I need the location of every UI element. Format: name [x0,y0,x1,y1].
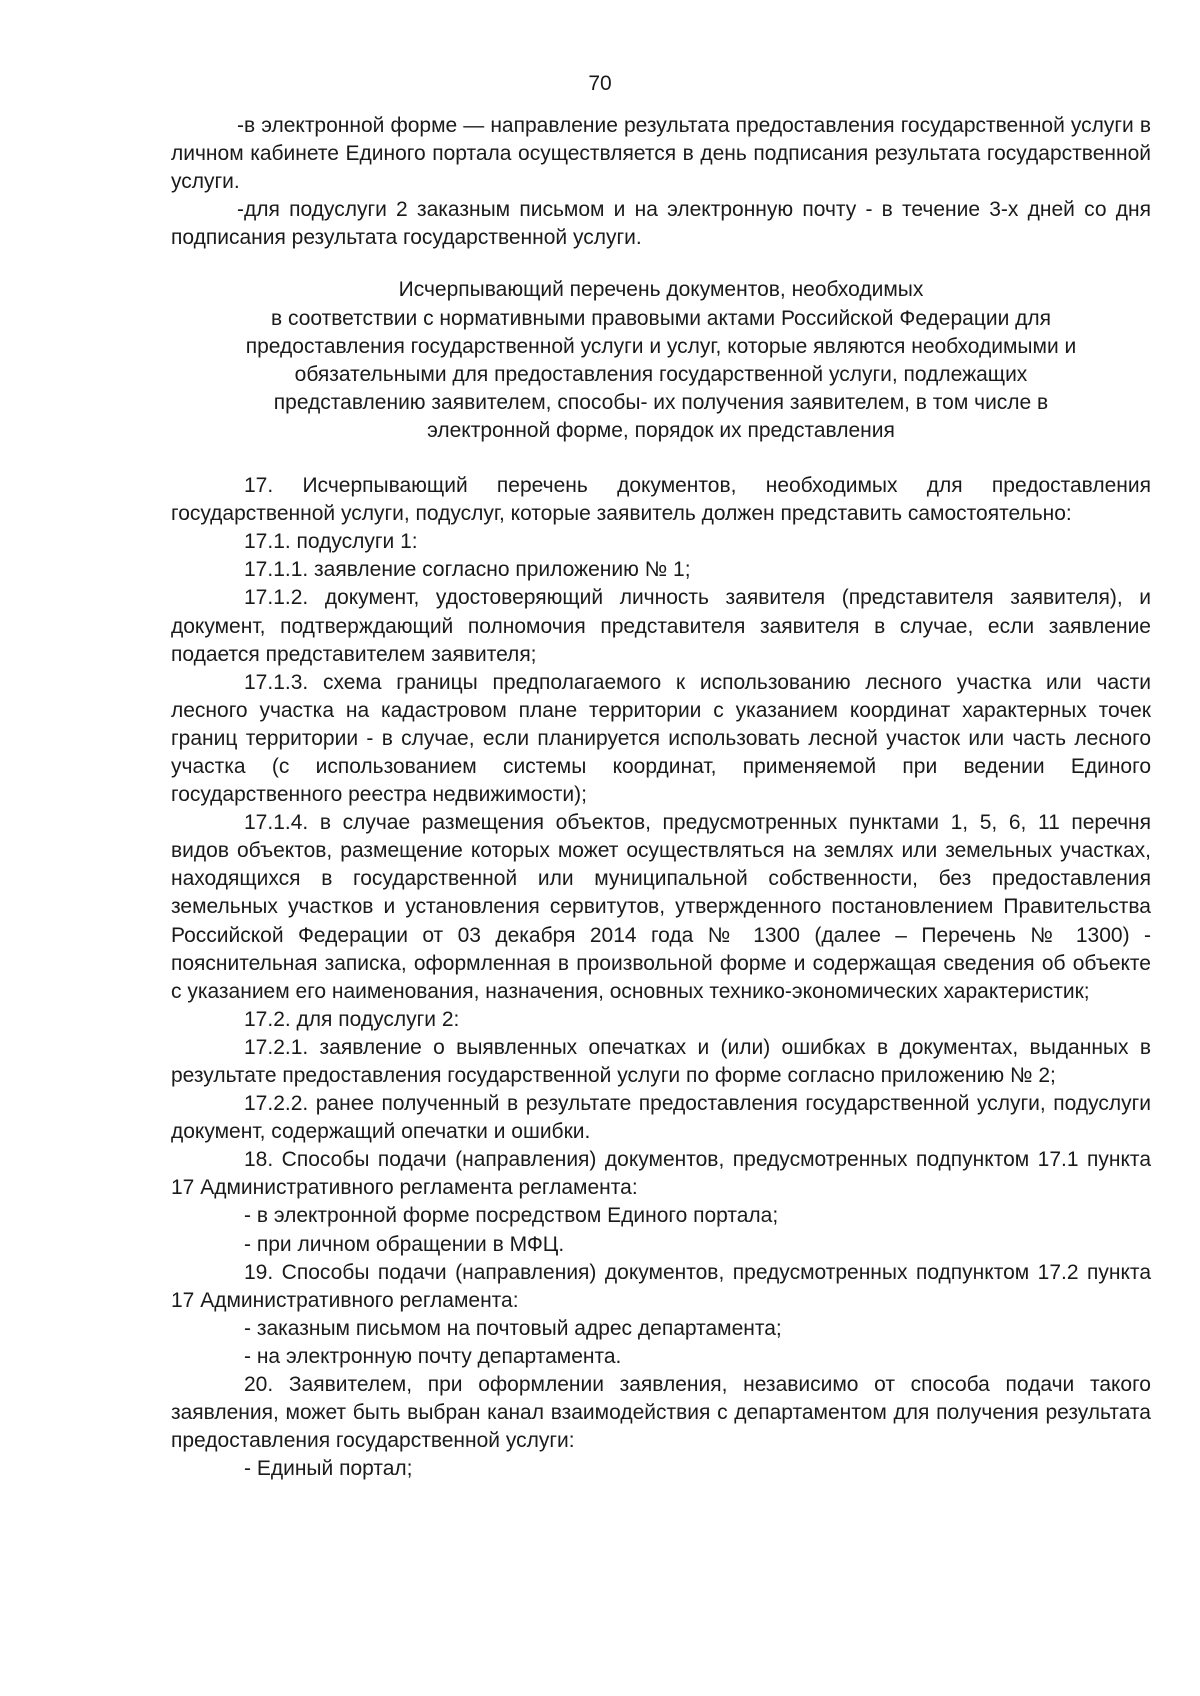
list-item: - при личном обращении в МФЦ. [244,1232,565,1256]
page-number: 70 [588,72,612,95]
clause-19: 19. Способы подачи (направления) документов, предусмотренных подпунктом 17.2 пункта 17 Административного регламента: [171,1260,1151,1312]
list-item: - заказным письмом на почтовый адрес департамента; [244,1316,782,1340]
section-heading-line: предоставления государственной услуги и услуг, которые являются необходимыми и [245,334,1077,358]
section-heading-line: обязательными для предоставления государственной услуги, подлежащих [294,362,1028,386]
intro-paragraph: -в электронной форме — направление результата предоставления государственной услуги в личном кабинете Единого портала осуществляется в день подписания результата государственной услуги. [171,114,1151,194]
section-heading-line: Исчерпывающий перечень документов, необходимых [398,278,924,302]
clause-17: 17. Исчерпывающий перечень документов, необходимых для предоставления государственной услуги, подуслуг, которые заявитель должен представить самостоятельно: [171,474,1151,526]
clause-17-1-3: 17.1.3. схема границы предполагаемого к использованию лесного участка или части лесного участка на кадастровом плане территории с указанием координат характерных точек границ территории - в случае, если планируется использовать лесной участок или часть лесного участка (с использованием системы координат, применяемой при ведении Единого государственного реестра недвижимости); [171,670,1151,807]
section-heading-line: представлению заявителем, способы- их получения заявителем, в том числе в [273,390,1049,414]
clause-17-1-1: 17.1.1. заявление согласно приложению № 1; [244,558,691,582]
clause-17-2-1: 17.2.1. заявление о выявленных опечатках и (или) ошибках в документах, выданных в результате предоставления государственной услуги по форме согласно приложению № 2; [171,1035,1151,1087]
list-item: - на электронную почту департамента. [244,1344,622,1368]
spacer [171,252,1151,276]
section-heading-line: в соответствии с нормативными правовыми актами Российской Федерации для [270,306,1052,330]
list-item: - Единый портал; [244,1457,413,1481]
section-heading [171,276,1151,445]
section-heading-line: электронной форме, порядок их представления [427,418,895,442]
clause-17-2: 17.2. для подуслуги 2: [244,1007,460,1031]
clause-18: 18. Способы подачи (направления) документов, предусмотренных подпунктом 17.1 пункта 17 Административного регламента регламента: [171,1148,1151,1200]
clause-17-1-2: 17.1.2. документ, удостоверяющий личность заявителя (представителя заявителя), и документ, подтверждающий полномочия представителя заявителя в случае, если заявление подается представителем заявителя; [171,586,1151,666]
clause-17-1: 17.1. подуслуги 1: [244,530,418,554]
clause-17-2-2: 17.2.2. ранее полученный в результате предоставления государственной услуги, подуслуги документ, содержащий опечатки и ошибки. [171,1092,1151,1144]
spacer [171,445,1151,472]
clause-17-1-4: 17.1.4. в случае размещения объектов, предусмотренных пунктами 1, 5, 6, 11 перечня видов объектов, размещение которых может осуществляться на землях или земельных участках, находящихся в государственной или муниципальной собственности, без предоставления земельных участков и установления сервитутов, утвержденного постановлением Правительства Российской Федерации от 03 декабря 2014 года № 1300 (далее – Перечень № 1300) - пояснительная записка, оформленная в произвольной форме и содержащая сведения об объекте с указанием его наименования, назначения, основных технико-экономических характеристик; [171,811,1151,1003]
list-item: - в электронной форме посредством Единого портала; [244,1204,779,1228]
clause-20: 20. Заявителем, при оформлении заявления, независимо от способа подачи такого заявления, может быть выбран канал взаимодействия с департаментом для получения результата предоставления государственной услуги: [171,1373,1151,1453]
intro-paragraph: -для подуслуги 2 заказным письмом и на электронную почту - в течение 3-х дней со дня подписания результата государственной услуги. [171,198,1151,250]
document-body [171,112,1151,1483]
